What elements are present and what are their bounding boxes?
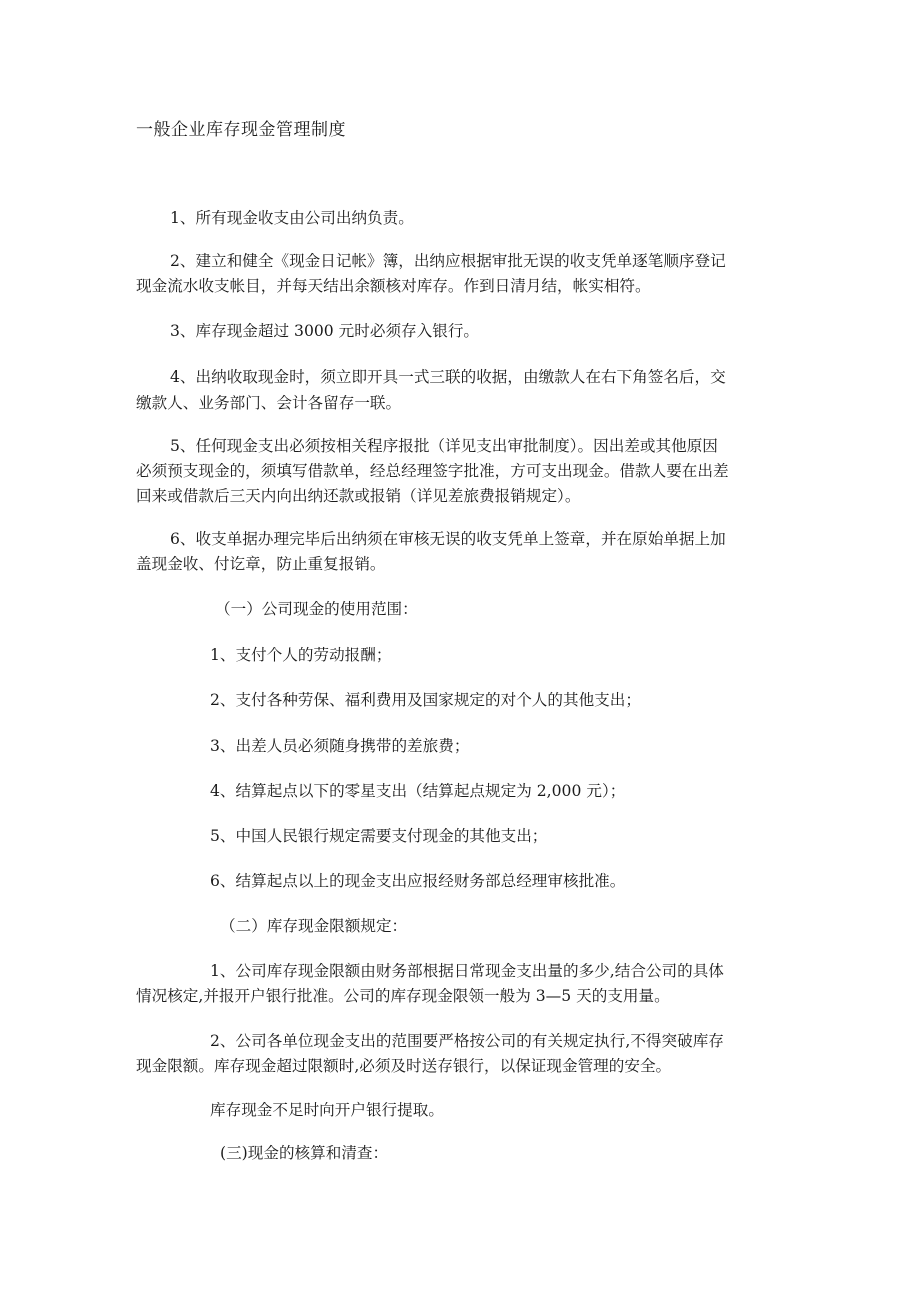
scope-item-4: 4、结算起点以下的零星支出（结算起点规定为 2,000 元）； <box>210 782 626 800</box>
scope-item-2: 2、支付各种劳保、福利费用及国家规定的对个人的其他支出； <box>210 691 641 709</box>
section-1-heading: （一）公司现金的使用范围： <box>215 600 418 618</box>
document-title: 一般企业库存现金管理制度 <box>136 120 346 140</box>
scope-item-1: 1、支付个人的劳动报酬； <box>210 646 392 664</box>
rule-4-line-1: 4、出纳收取现金时，须立即开具一式三联的收据，由缴款人在右下角签名后，交 <box>170 368 726 386</box>
section-2-heading: （二）库存现金限额规定： <box>220 917 408 935</box>
section-3-heading: (三)现金的核算和清查： <box>220 1144 389 1162</box>
limit-rule-2-line-2: 现金限额。库存现金超过限额时,必须及时送存银行，以保证现金管理的安全。 <box>136 1057 672 1075</box>
scope-item-6: 6、结算起点以上的现金支出应报经财务部总经理审核批准。 <box>210 872 626 890</box>
limit-rule-1-line-2: 情况核定,并报开户银行批准。公司的库存现金限领一般为 3—5 天的支用量。 <box>136 987 670 1005</box>
limit-rule-1-line-1: 1、公司库存现金限额由财务部根据日常现金支出量的多少,结合公司的具体 <box>210 962 724 980</box>
rule-6-line-1: 6、收支单据办理完毕后出纳须在审核无误的收支凭单上签章，并在原始单据上加 <box>170 530 726 548</box>
limit-rule-2-line-1: 2、公司各单位现金支出的范围要严格按公司的有关规定执行,不得突破库存 <box>210 1032 724 1050</box>
rule-5-line-1: 5、任何现金支出必须按相关程序报批（详见支出审批制度）。因出差或其他原因 <box>170 437 718 455</box>
rule-5-line-3: 回来或借款后三天内向出纳还款或报销（详见差旅费报销规定）。 <box>136 487 581 505</box>
rule-4-line-2: 缴款人、业务部门、会计各留存一联。 <box>136 394 402 412</box>
scope-item-5: 5、中国人民银行规定需要支付现金的其他支出； <box>210 827 548 845</box>
rule-2-line-1: 2、建立和健全《现金日记帐》簿，出纳应根据审批无误的收支凭单逐笔顺序登记 <box>170 252 726 270</box>
limit-rule-note: 库存现金不足时向开户银行提取。 <box>210 1101 444 1119</box>
rule-2-line-2: 现金流水收支帐目，并每天结出余额核对库存。作到日清月结，帐实相符。 <box>136 277 651 295</box>
rule-5-line-2: 必须预支现金的，须填写借款单，经总经理签字批准，方可支出现金。借款人要在出差 <box>136 462 729 480</box>
rule-6-line-2: 盖现金收、付讫章，防止重复报销。 <box>136 555 386 573</box>
rule-3: 3、库存现金超过 3000 元时必须存入银行。 <box>170 322 480 340</box>
scope-item-3: 3、出差人员必须随身携带的差旅费； <box>210 737 470 755</box>
rule-1: 1、所有现金收支由公司出纳负责。 <box>170 209 414 227</box>
